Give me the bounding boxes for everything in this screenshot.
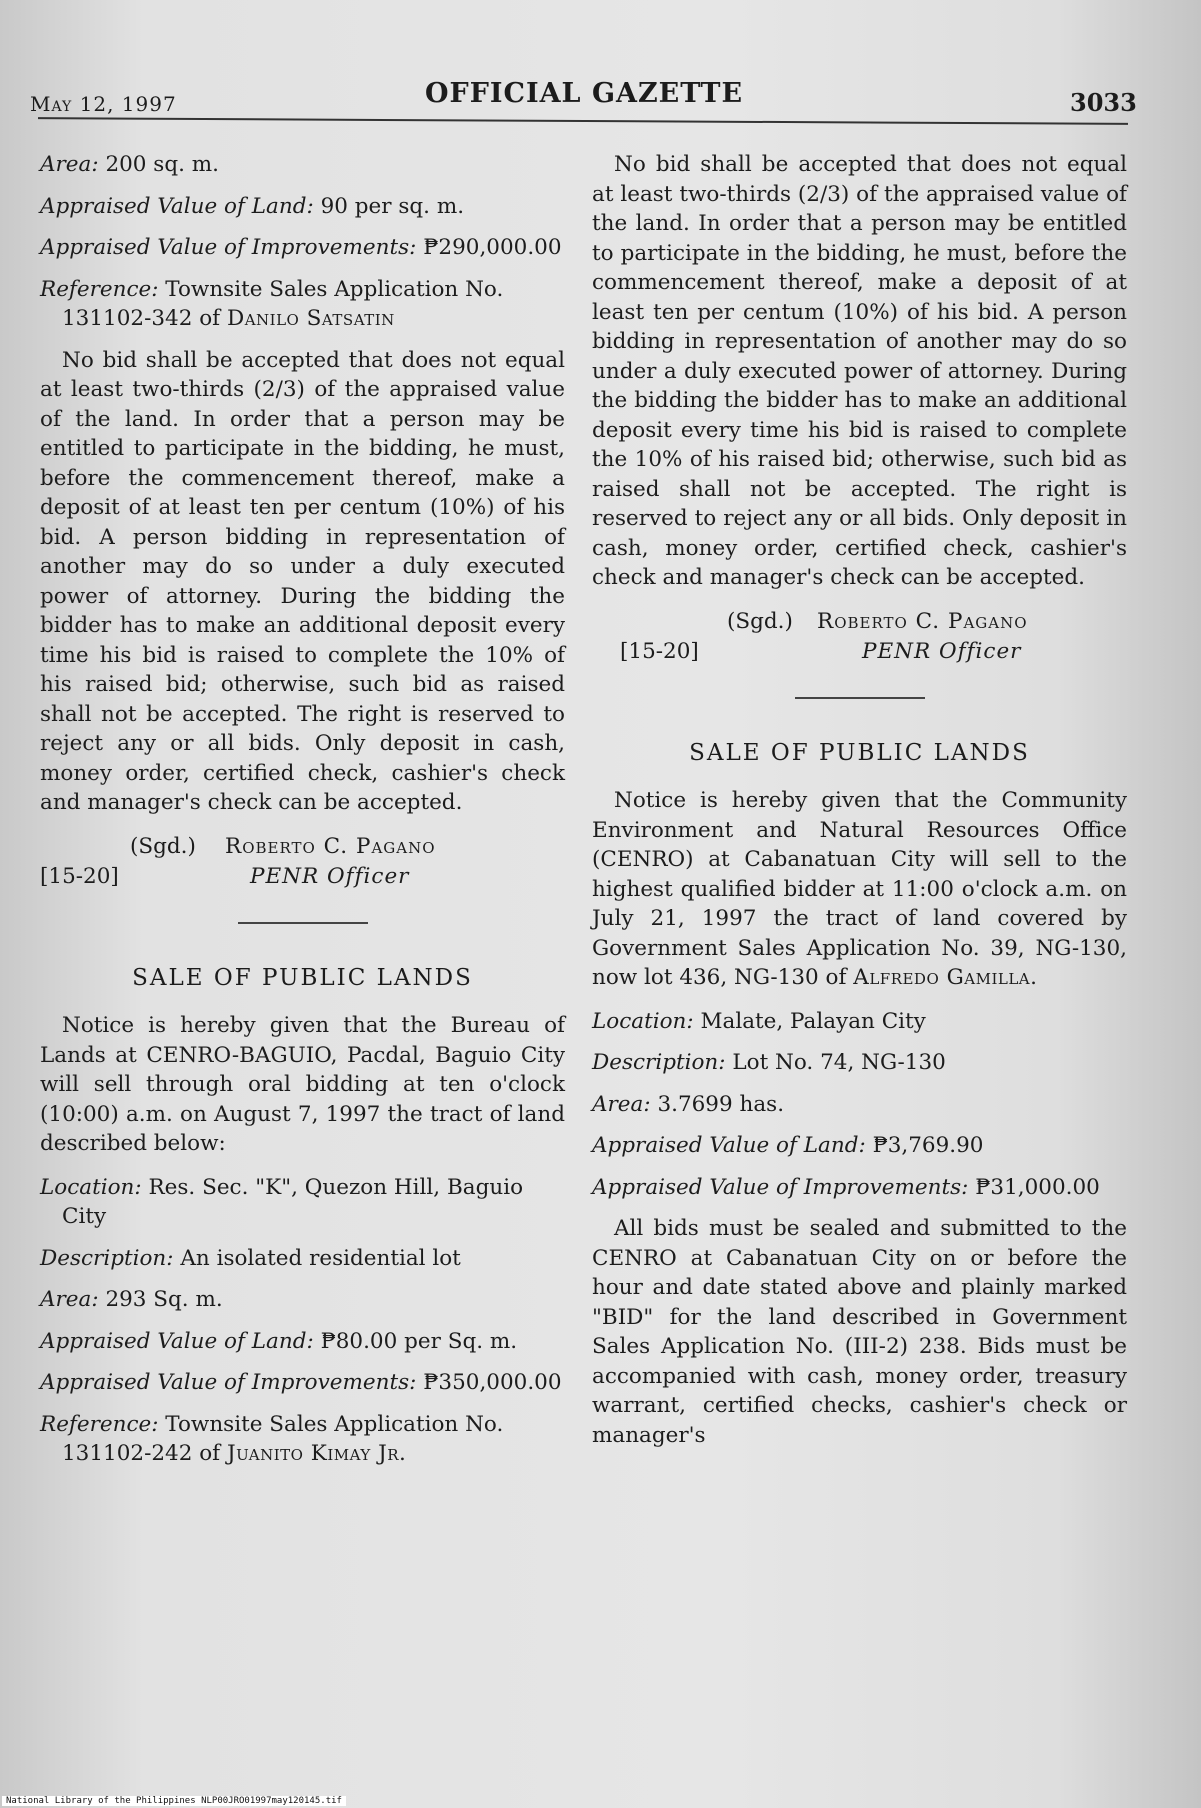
left-column (40, 150, 565, 1481)
page-number: 3033 (1070, 88, 1137, 117)
section-title: SALE OF PUBLIC LANDS (689, 739, 1030, 766)
signature-block: (Sgd.) Roberto C. Pagano [15-20] PENR Officer (620, 608, 1028, 664)
section-title: SALE OF PUBLIC LANDS (132, 964, 473, 991)
field-area: Area: 200 sq. m. (40, 152, 219, 177)
notice-paragraph: Notice is hereby given that the Community Environment and Natural Resources Office (CENRO) at Cabanatuan City will sell to the highest qualified bidder at 11:00 o'clock a.m. on July 21, 1997 the tract of land covered by Government Sales Application No. 39, NG-130, now lot 436, NG-130 of Alfredo Gamilla. (592, 788, 1127, 990)
field-reference: Reference: Townsite Sales Application No. 131102-242 of Juanito Kimay Jr. (40, 1411, 504, 1466)
bid-conditions-paragraph: No bid shall be accepted that does not equal at least two-thirds (2/3) of the appraised value of the land. In order that a person may be entitled to participate in the bidding, he must, before the commencement thereof, make a deposit of at least ten per centum (10%) of his bid. A person bidding in representation of another may do so under a duly executed power of attorney. During the bidding the bidder has to make an additional deposit every time his bid is raised to complete the 10% of his raised bid; otherwise, such bid as raised shall not be accepted. The right is reserved to reject any or all bids. Only deposit in cash, money order, certified check, cashier's check and manager's check can be accepted. (592, 152, 1127, 590)
section-divider (795, 697, 925, 699)
header-title: OFFICIAL GAZETTE (425, 78, 744, 109)
field-appraised-land: Appraised Value of Land: ₱80.00 per Sq. m. (40, 1328, 518, 1354)
section-divider (238, 922, 368, 924)
bid-conditions-paragraph: No bid shall be accepted that does not equal at least two-thirds (2/3) of the appraised value of the land. In order that a person may be entitled to participate in the bidding, he must, before the commencement thereof, make a deposit of at least ten per centum (10%) of his bid. A person bidding in representation of another may do so under a duly executed power of attorney. During the bidding the bidder has to make an additional deposit every time his bid is raised to complete the 10% of his raised bid; otherwise, such bid as raised shall not be accepted. The right is reserved to reject any or all bids. Only deposit in cash, money order, certified check, cashier's check and manager's check can be accepted. (40, 347, 565, 815)
field-reference: Reference: Townsite Sales Application No. 131102-342 of Danilo Satsatin (40, 276, 504, 331)
notice-paragraph: Notice is hereby given that the Bureau of Lands at CENRO-BAGUIO, Pacdal, Baguio City will sell through oral bidding at ten o'clock (10:00) a.m. on August 7, 1997 the tract of land described below: (40, 1013, 565, 1156)
field-appraised-improvements: Appraised Value of Improvements: ₱31,000.00 (592, 1174, 1100, 1200)
field-location: Location: Malate, Palayan City (592, 1008, 926, 1034)
scan-footer: National Library of the Philippines NLP00JRO01997may120145.tif (2, 1796, 346, 1806)
signature-block: (Sgd.) Roberto C. Pagano [15-20] PENR Officer (40, 833, 436, 889)
field-area: Area: 3.7699 has. (592, 1091, 785, 1117)
field-location: Location: Res. Sec. "K", Quezon Hill, Baguio City (40, 1174, 524, 1229)
field-appraised-land: Appraised Value of Land: 90 per sq. m. (40, 193, 465, 219)
field-appraised-improvements: Appraised Value of Improvements: ₱290,000.00 (40, 235, 562, 260)
field-description: Description: An isolated residential lot (40, 1245, 461, 1271)
field-appraised-improvements: Appraised Value of Improvements: ₱350,000.00 (40, 1370, 562, 1395)
right-column (592, 150, 1127, 1464)
field-area: Area: 293 Sq. m. (40, 1287, 223, 1312)
header-date: May 12, 1997 (30, 92, 177, 116)
field-appraised-land: Appraised Value of Land: ₱3,769.90 (592, 1133, 984, 1158)
closing-paragraph: All bids must be sealed and submitted to the CENRO at Cabanatuan City on or before the hour and date stated above and plainly marked "BID" for the land described in Government Sales Application No. (III-2) 238. Bids must be accompanied with cash, money order, treasury warrant, certified checks, cashier's check or manager's (592, 1216, 1127, 1448)
field-description: Description: Lot No. 74, NG-130 (592, 1050, 946, 1075)
